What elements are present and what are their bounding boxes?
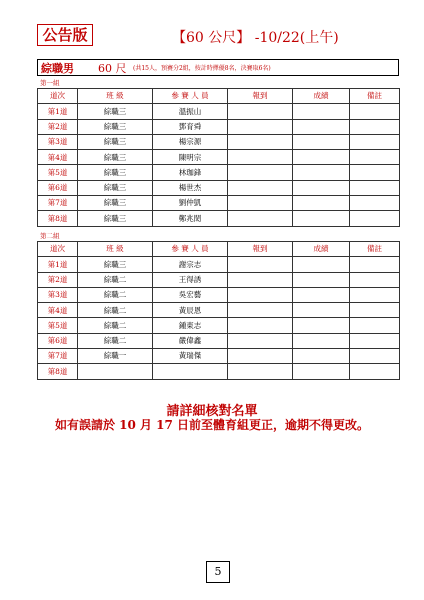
lane-cell: 第1道 [38, 257, 78, 272]
table-row [38, 349, 400, 364]
result-cell [293, 134, 350, 149]
checkin-cell [228, 150, 293, 165]
checkin-cell [228, 180, 293, 195]
result-cell [293, 119, 350, 134]
table-row [38, 119, 400, 134]
athlete-name-cell: 黃辰恩 [153, 303, 228, 318]
athlete-name-cell: 謝宗志 [153, 257, 228, 272]
lane-cell: 第6道 [38, 333, 78, 348]
athlete-name-cell: 陳明宗 [153, 150, 228, 165]
checkin-cell [228, 257, 293, 272]
result-cell [293, 196, 350, 211]
remarks-cell [350, 318, 400, 333]
checkin-cell [228, 165, 293, 180]
athlete-name-cell: 溫振山 [153, 104, 228, 119]
event-note: (共15人，預賽分2組，按計時擇優8名，決賽取6名) [133, 65, 271, 72]
table-row [38, 318, 400, 333]
lane-cell: 第5道 [38, 318, 78, 333]
class-cell: 綜職三 [78, 134, 153, 149]
result-cell [293, 150, 350, 165]
column-header-result: 成績 [293, 242, 350, 257]
athlete-name-cell: 林珈鋒 [153, 165, 228, 180]
class-cell: 綜職三 [78, 104, 153, 119]
class-cell: 綜職三 [78, 211, 153, 226]
lane-cell: 第3道 [38, 287, 78, 302]
class-cell: 綜職二 [78, 287, 153, 302]
checkin-cell [228, 333, 293, 348]
lane-cell: 第8道 [38, 364, 78, 379]
athlete-name-cell: 鄧育舜 [153, 119, 228, 134]
column-header-class: 班 級 [78, 242, 153, 257]
remarks-cell [350, 196, 400, 211]
athlete-name-cell: 嚴偉鑫 [153, 333, 228, 348]
lane-cell: 第3道 [38, 134, 78, 149]
class-cell: 綜職三 [78, 165, 153, 180]
lane-cell: 第7道 [38, 196, 78, 211]
checkin-cell [228, 349, 293, 364]
table-row [38, 333, 400, 348]
lane-cell: 第6道 [38, 180, 78, 195]
column-header-lane: 道次 [38, 242, 78, 257]
lane-cell: 第4道 [38, 303, 78, 318]
class-cell: 綜職二 [78, 272, 153, 287]
remarks-cell [350, 119, 400, 134]
class-cell: 綜職三 [78, 257, 153, 272]
notice-label: 公告版 [37, 24, 93, 46]
table-row [38, 211, 400, 226]
heat-table-group-2 [37, 241, 400, 380]
result-cell [293, 287, 350, 302]
result-cell [293, 333, 350, 348]
lane-cell: 第2道 [38, 119, 78, 134]
class-cell: 綜職三 [78, 150, 153, 165]
column-header-result: 成績 [293, 89, 350, 104]
result-cell [293, 272, 350, 287]
remarks-cell [350, 180, 400, 195]
table-row [38, 287, 400, 302]
class-cell: 綜職二 [78, 318, 153, 333]
column-header-checkin: 報到 [228, 242, 293, 257]
remarks-cell [350, 272, 400, 287]
lane-cell: 第5道 [38, 165, 78, 180]
table-header-row [38, 89, 400, 104]
table-row [38, 364, 400, 379]
result-cell [293, 364, 350, 379]
column-header-lane: 道次 [38, 89, 78, 104]
result-cell [293, 211, 350, 226]
column-header-class: 班 級 [78, 89, 153, 104]
table-row [38, 196, 400, 211]
table-row [38, 134, 400, 149]
event-distance: 60 尺 [98, 62, 127, 75]
lane-cell: 第7道 [38, 349, 78, 364]
athlete-name-cell: 鄭兆閎 [153, 211, 228, 226]
remarks-cell [350, 364, 400, 379]
checkin-cell [228, 287, 293, 302]
table-row [38, 303, 400, 318]
lane-cell: 第8道 [38, 211, 78, 226]
checkin-cell [228, 364, 293, 379]
column-header-remarks: 備註 [350, 89, 400, 104]
athlete-name-cell: 楊世杰 [153, 180, 228, 195]
remarks-cell [350, 134, 400, 149]
group-label: 第二組 [40, 232, 60, 240]
result-cell [293, 104, 350, 119]
checkin-cell [228, 303, 293, 318]
remarks-cell [350, 150, 400, 165]
table-row [38, 272, 400, 287]
checkin-cell [228, 134, 293, 149]
table-row [38, 180, 400, 195]
remarks-cell [350, 211, 400, 226]
checkin-cell [228, 211, 293, 226]
checkin-cell [228, 318, 293, 333]
page-title: 【60 公尺】 -10/22(上午) [172, 30, 339, 46]
lane-cell: 第4道 [38, 150, 78, 165]
athlete-name-cell: 吳宏藝 [153, 287, 228, 302]
table-row [38, 150, 400, 165]
event-name: 綜職男 [41, 62, 74, 75]
group-label: 第一組 [40, 79, 60, 87]
column-header-athlete: 參 賽 人 員 [153, 242, 228, 257]
class-cell: 綜職二 [78, 303, 153, 318]
remarks-cell [350, 257, 400, 272]
class-cell: 綜職二 [78, 333, 153, 348]
table-row [38, 257, 400, 272]
result-cell [293, 349, 350, 364]
table-header-row [38, 242, 400, 257]
result-cell [293, 180, 350, 195]
result-cell [293, 318, 350, 333]
athlete-name-cell [153, 364, 228, 379]
result-cell [293, 165, 350, 180]
event-header [37, 59, 399, 76]
table-row [38, 165, 400, 180]
column-header-athlete: 參 賽 人 員 [153, 89, 228, 104]
class-cell: 綜職三 [78, 119, 153, 134]
class-cell: 綜職一 [78, 349, 153, 364]
checkin-cell [228, 196, 293, 211]
page-number: 5 [206, 561, 230, 583]
heat-table-group-1 [37, 88, 400, 227]
class-cell: 綜職三 [78, 196, 153, 211]
remarks-cell [350, 104, 400, 119]
remarks-cell [350, 287, 400, 302]
class-cell: 綜職三 [78, 180, 153, 195]
remarks-cell [350, 303, 400, 318]
checkin-cell [228, 272, 293, 287]
class-cell [78, 364, 153, 379]
column-header-remarks: 備註 [350, 242, 400, 257]
remarks-cell [350, 349, 400, 364]
checkin-cell [228, 119, 293, 134]
lane-cell: 第2道 [38, 272, 78, 287]
result-cell [293, 257, 350, 272]
athlete-name-cell: 鍾東志 [153, 318, 228, 333]
remarks-cell [350, 165, 400, 180]
athlete-name-cell: 楊宗源 [153, 134, 228, 149]
athlete-name-cell: 王得誘 [153, 272, 228, 287]
checkin-cell [228, 104, 293, 119]
athlete-name-cell: 劉仲凱 [153, 196, 228, 211]
column-header-checkin: 報到 [228, 89, 293, 104]
remarks-cell [350, 333, 400, 348]
lane-cell: 第1道 [38, 104, 78, 119]
result-cell [293, 303, 350, 318]
table-row [38, 104, 400, 119]
reminder-line-1: 請詳細核對名單 [166, 404, 258, 419]
reminder-line-2: 如有誤請於 10 月 17 日前至體育組更正，逾期不得更改。 [54, 418, 370, 432]
athlete-name-cell: 黃瑞傑 [153, 349, 228, 364]
